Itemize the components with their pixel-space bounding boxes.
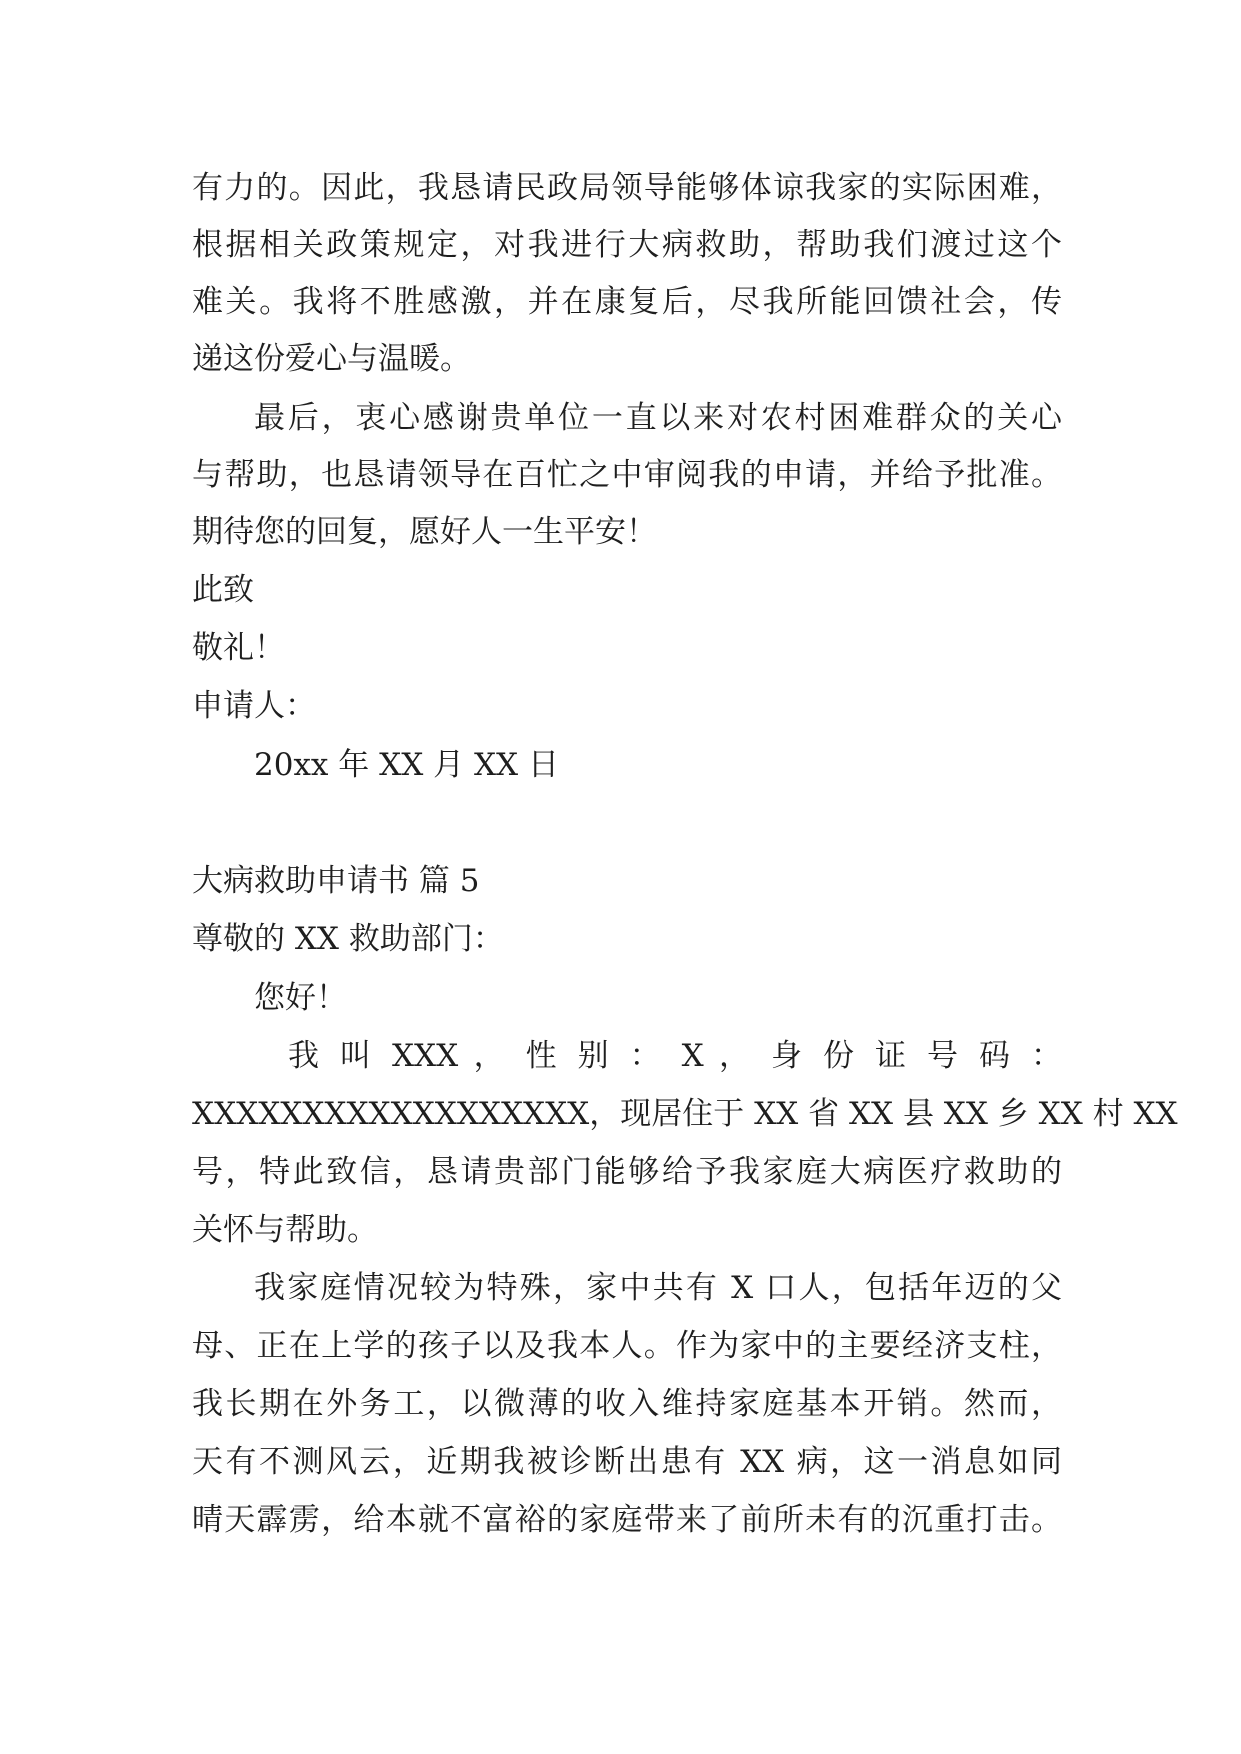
date: 20xx 年 XX 月 XX 日 (254, 747, 559, 783)
greeting: 您好！ (254, 980, 347, 1016)
paragraph-line: 期待您的回复，愿好人一生平安！ (192, 514, 657, 550)
applicant-label: 申请人： (192, 688, 316, 724)
paragraph-line: 关怀与帮助。 (192, 1212, 378, 1248)
paragraph-line: 我 叫 XXX ， 性 别 ： X ， 身 份 证 号 码 ： (288, 1038, 1062, 1074)
paragraph-line: 最后，衷心感谢贵单位一直以来对农村困难群众的关心 (254, 400, 1062, 436)
paragraph-line: 我长期在外务工，以微薄的收入维持家庭基本开销。然而， (192, 1386, 1062, 1422)
paragraph-line: 根据相关政策规定，对我进行大病救助，帮助我们渡过这个 (192, 227, 1062, 263)
paragraph-line: 与帮助，也恳请领导在百忙之中审阅我的申请，并给予批准。 (192, 457, 1062, 493)
recipient: 尊敬的 XX 救助部门： (192, 921, 504, 957)
paragraph-line: 号，特此致信，恳请贵部门能够给予我家庭大病医疗救助的 (192, 1154, 1062, 1190)
paragraph-line: 难关。我将不胜感激，并在康复后，尽我所能回馈社会，传 (192, 284, 1062, 320)
paragraph-line: 有力的。因此，我恳请民政局领导能够体谅我家的实际困难， (192, 170, 1062, 206)
paragraph-line: 我家庭情况较为特殊，家中共有 X 口人，包括年迈的父 (254, 1270, 1062, 1306)
salutation-close: 此致 (192, 572, 254, 608)
paragraph-line: 天有不测风云，近期我被诊断出患有 XX 病，这一消息如同 (192, 1444, 1062, 1480)
section-title: 大病救助申请书 篇 5 (192, 863, 480, 899)
regards: 敬礼！ (192, 630, 285, 666)
paragraph-line: 递这份爱心与温暖。 (192, 341, 471, 377)
paragraph-line: 母、正在上学的孩子以及我本人。作为家中的主要经济支柱， (192, 1328, 1062, 1364)
paragraph-line: 晴天霹雳，给本就不富裕的家庭带来了前所未有的沉重打击。 (192, 1502, 1062, 1538)
paragraph-line: XXXXXXXXXXXXXXXXXX，现居住于 XX 省 XX 县 XX 乡 XX 村 XX (192, 1096, 1178, 1132)
